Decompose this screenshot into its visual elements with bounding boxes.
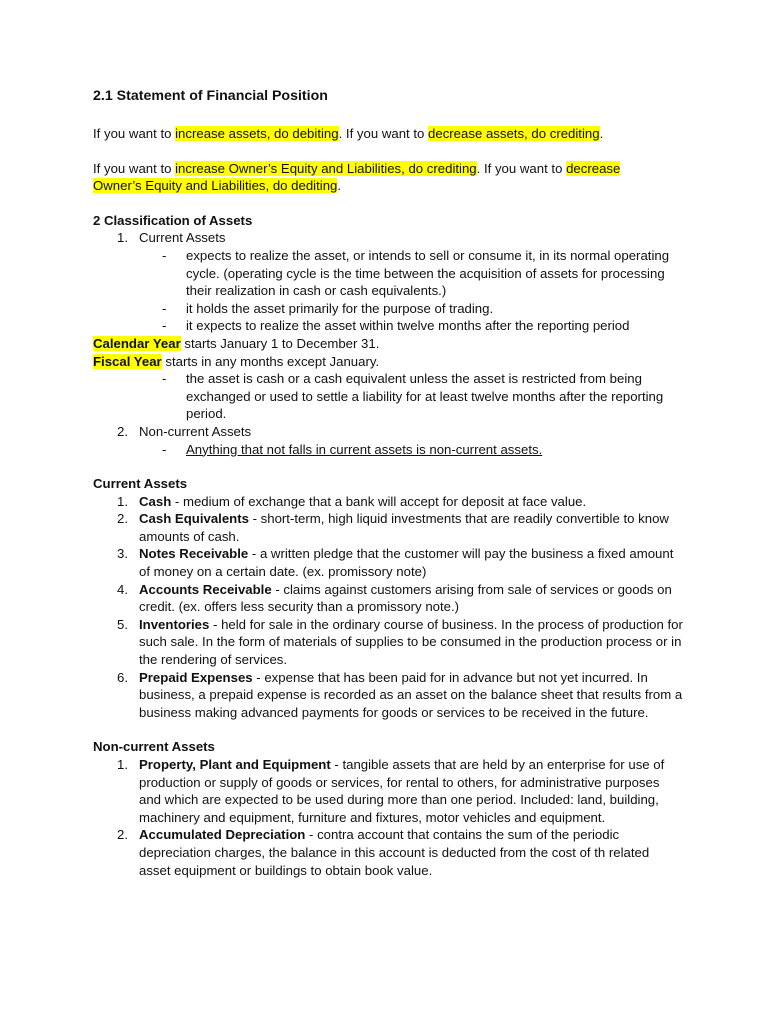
bullet-cash-equivalent: - the asset is cash or a cash equivalent unless the asset is restricted from being exchanged or used to settle a liability for at least twelve months after the reporting period. [162, 371, 664, 422]
classification-heading: 2 Classification of Assets [93, 212, 253, 228]
term: Accounts Receivable [139, 581, 272, 597]
list-item: 1. Property, Plant and Equipment - tangible assets that are held by an enterprise for use of production or supply of goods or services, for rental to others, for administrative purposes and which are expected to be used during more than one period. Included: land, building, machinery and equipment, furniture and fixtures, motor vehicles and equipment. [117, 757, 665, 825]
list-item-current-assets: 1. Current Assets [117, 230, 226, 246]
term: Accumulated Depreciation [139, 827, 306, 843]
term: Property, Plant and Equipment [139, 757, 331, 772]
term: Cash [139, 493, 172, 509]
fiscal-year-line: Fiscal Year starts in any months except January. [93, 353, 380, 369]
highlight-fiscal-year: Fiscal Year [93, 353, 162, 369]
list-item: 1. Cash - medium of exchange that a bank will accept for deposit at face value. [117, 493, 587, 509]
term: Inventories [139, 616, 210, 632]
noncurrent-assets-list [93, 756, 683, 879]
current-assets-list [93, 493, 683, 722]
bullet-noncurrent-definition: - Anything that not falls in current assets is non-current assets. [162, 441, 543, 457]
list-item: 2. Accumulated Depreciation - contra account that contains the sum of the periodic depreciation charges, the balance in this account is deducted from the cost of th related asset equipment or buildings to obtain book value. [117, 827, 650, 878]
term: Cash Equivalents [139, 511, 249, 527]
bullet-twelve-months: - it expects to realize the asset within twelve months after the reporting period [162, 318, 630, 334]
page-title: 2.1 Statement of Financial Position [93, 88, 328, 104]
list-item: 6. Prepaid Expenses - expense that has been paid for in advance but not yet incurred. In business, a prepaid expense is recorded as an asset on the balance sheet that results from a business making advanced payments for goods or services to be received in the future. [117, 669, 683, 720]
highlight-decrease-label: decrease [566, 160, 621, 176]
list-item: 5. Inventories - held for sale in the ordinary course of business. In the process of production for such sale. In the form of materials of supplies to be consumed in the production process or in the rendering of services. [117, 616, 683, 668]
bullet-operating-cycle: - expects to realize the asset, or intends to sell or consume it, in its normal operating cycle. (operating cycle is the time between the acquisition of assets for processing their realization in cash or cash equivalents.) [162, 247, 670, 299]
list-item-noncurrent-assets: 2. Non-current Assets [117, 423, 252, 439]
debit-credit-assets-paragraph: If you want to increase assets, do debiting. If you want to decrease assets, do crediting. [93, 126, 604, 141]
debit-credit-equity-paragraph: If you want to increase Owner’s Equity and Liabilities, do crediting. If you want to decrease Owner’s Equity and Liabilities, do dediting. [93, 160, 621, 194]
current-assets-heading: Current Assets [93, 476, 188, 492]
highlight-increase-assets: increase assets, do debiting [175, 126, 339, 141]
highlight-decrease-assets: decrease assets, do crediting [428, 126, 600, 141]
list-item: 4. Accounts Receivable - claims against customers arising from sale of services or goods on credit. (ex. offers less security than a promissory note.) [117, 581, 672, 615]
term: Notes Receivable [139, 546, 249, 562]
term: Prepaid Expenses [139, 669, 253, 685]
noncurrent-assets-heading: Non-current Assets [93, 739, 215, 755]
document-content [93, 86, 683, 879]
list-item: 2. Cash Equivalents - short-term, high liquid investments that are readily convertible to know amounts of cash. [117, 511, 669, 544]
highlight-calendar-year: Calendar Year [93, 335, 181, 351]
calendar-year-line: Calendar Year starts January 1 to December 31. [93, 335, 380, 351]
highlight-decrease-equity: Owner’s Equity and Liabilities, do dediting [93, 178, 338, 194]
list-item: 3. Notes Receivable - a written pledge that the customer will pay the business a fixed amount of money on a certain date. (ex. promissory note) [117, 546, 674, 580]
bullet-trading: - it holds the asset primarily for the purpose of trading. [162, 300, 494, 316]
highlight-increase-equity: increase Owner’s Equity and Liabilities, do crediting [175, 160, 477, 176]
